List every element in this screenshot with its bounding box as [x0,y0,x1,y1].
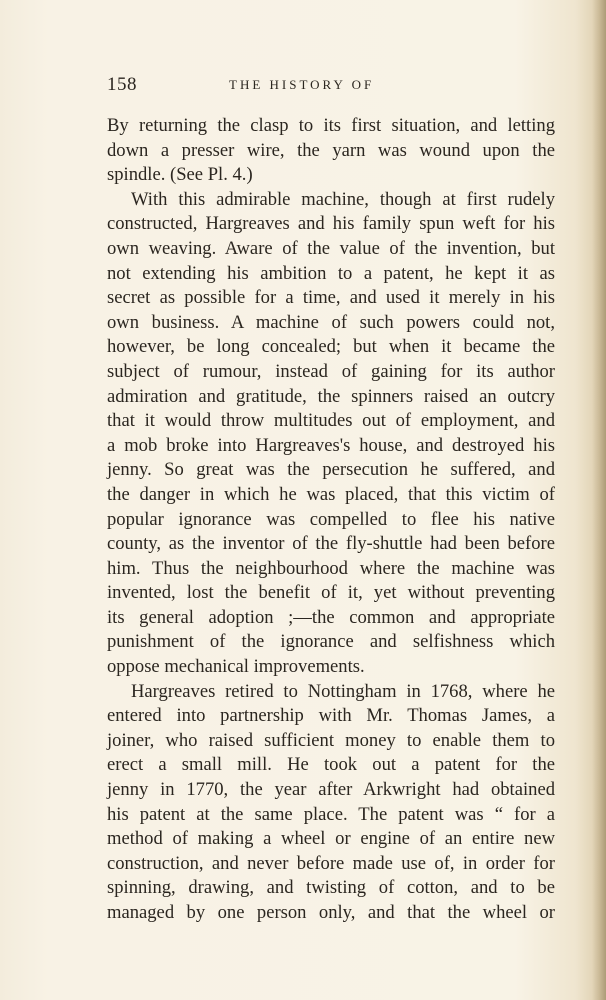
text-line: him. Thus the neighbourhood where the machine was [107,557,555,579]
running-head: THE HISTORY OF [229,77,375,92]
text-line: popular ignorance was compelled to flee his native [107,508,555,530]
text-line: spinning, drawing, and twisting of cotton, and to be [107,877,555,899]
text-line: joiner, who raised sufficient money to enable them to [107,729,555,751]
text-line: admiration and gratitude, the spinners raised an outcry [107,385,555,407]
text-line: oppose mechanical improvements. [107,656,365,678]
page-edge-shadow [592,0,606,1000]
text-line: down a presser wire, the yarn was wound upon the [107,139,555,161]
text-line: constructed, Hargreaves and his family spun weft for his [107,213,555,235]
page-number: 158 [107,74,137,95]
text-line: construction, and never before made use of, in order for [107,852,555,874]
text-line: jenny in 1770, the year after Arkwright had obtained [107,779,555,801]
body-text [107,114,555,926]
text-line: spindle. (See Pl. 4.) [107,164,253,186]
text-line: county, as the inventor of the fly-shuttle had been before [107,533,555,555]
text-line: the danger in which he was placed, that this victim of [107,483,555,505]
text-line: punishment of the ignorance and selfishness which [107,631,555,653]
text-line: that it would throw multitudes out of employment, and [107,410,555,432]
text-line: not extending his ambition to a patent, he kept it as [107,262,555,284]
text-line: invented, lost the benefit of it, yet without preventing [107,582,555,604]
text-line: its general adoption ;—the common and appropriate [107,606,555,628]
text-line: jenny. So great was the persecution he suffered, and [107,459,555,481]
text-line: managed by one person only, and that the wheel or [107,902,555,923]
text-line: method of making a wheel or engine of an entire new [107,828,555,850]
text-line: subject of rumour, instead of gaining for its author [107,360,555,382]
text-line: own weaving. Aware of the value of the invention, but [107,237,555,259]
text-line: own business. A machine of such powers could not, [107,311,555,333]
text-line: his patent at the same place. The patent was “ for a [107,803,555,825]
page-header [107,74,555,98]
text-line: Hargreaves retired to Nottingham in 1768, where he [131,680,555,702]
text-line: however, be long concealed; but when it became the [107,336,555,358]
text-line: With this admirable machine, though at first rudely [131,188,555,210]
text-line: entered into partnership with Mr. Thomas James, a [107,705,555,727]
text-line: secret as possible for a time, and used it merely in his [107,287,555,309]
text-line: a mob broke into Hargreaves's house, and destroyed his [107,434,555,456]
text-line: By returning the clasp to its first situation, and letting [107,115,555,136]
text-line: erect a small mill. He took out a patent for the [107,754,555,776]
